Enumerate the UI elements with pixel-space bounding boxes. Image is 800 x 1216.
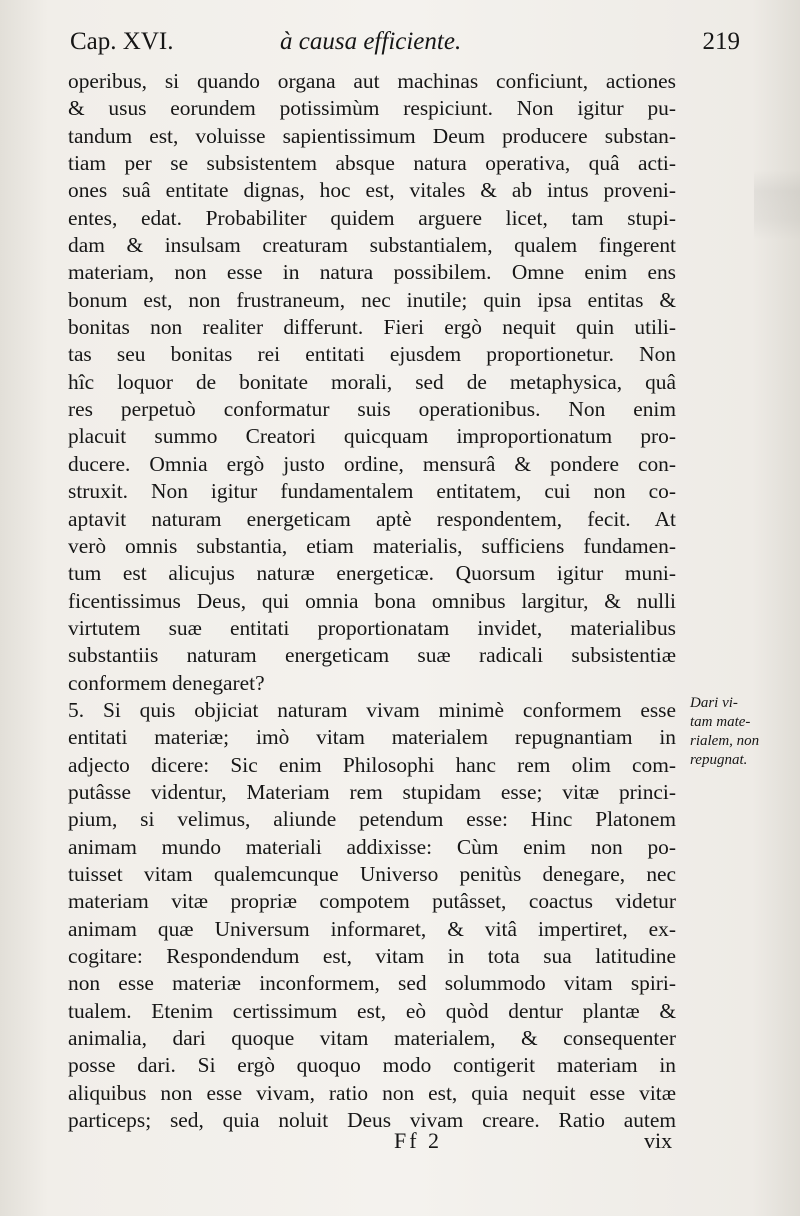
text-line: tiam per se subsistentem absque natura operativa, quâ acti-: [68, 151, 676, 176]
catchword: vix: [644, 1128, 673, 1153]
text-line: placuit summo Creatori quicquam improportionatum pro-: [68, 424, 676, 449]
text-line: materiam vitæ propriæ compotem putâsset, coactus videtur: [68, 889, 676, 914]
text-line: cogitare: Respondendum est, vitam in tota sua latitudine: [68, 944, 676, 968]
text-line: putâsse videntur, Materiam rem stupidam esse; vitæ princi-: [68, 779, 676, 804]
text-line: tuisset vitam qualemcunque Universo penitùs denegare, nec: [68, 861, 676, 886]
text-line: & usus eorundem potissimùm respiciunt. Non igitur pu-: [68, 96, 676, 121]
text-line: virtutem suæ entitati proportionatam invidet, materialibus: [68, 615, 676, 640]
chapter-heading: Cap. XVI.: [70, 28, 174, 55]
text-line: pium, si velimus, aliunde petendum esse: Hinc Platonem: [68, 807, 676, 832]
text-line: aliquibus non esse vivam, ratio non est, quia nequit esse vitæ: [68, 1080, 676, 1105]
text-line: animam mundo materiali addixisse: Cùm enim non po-: [68, 834, 676, 859]
text-line: substantiis naturam energeticam suæ radicali subsistentiæ: [68, 643, 676, 668]
text-line: entes, edat. Probabiliter quidem arguere licet, tam stupi-: [68, 205, 676, 230]
text-line: tandum est, voluisse sapientissimum Deum producere substan-: [68, 123, 676, 148]
text-line: bonum est, non frustraneum, nec inutile; quin ipsa entitas &: [68, 287, 676, 312]
text-line: tas seu bonitas rei entitati ejusdem proportionetur. Non: [68, 342, 676, 367]
marginal-note-line: tam mate-: [690, 714, 751, 730]
paragraph-end-line: conformem denegaret?: [68, 670, 265, 695]
text-line: adjecto dicere: Sic enim Philosophi hanc rem olim com-: [68, 752, 676, 777]
text-line: posse dari. Si ergò quoquo modo contigerit materiam in: [68, 1053, 676, 1078]
text-line: operibus, si quando organa aut machinas conficiunt, actiones: [68, 69, 676, 93]
text-line: entitati materiæ; imò vitam materialem repugnantiam in: [68, 725, 676, 750]
text-line: particeps; sed, quia noluit Deus vivam creare. Ratio autem: [68, 1108, 676, 1133]
text-line: non esse materiæ inconformem, sed solummodo vitam spiri-: [68, 971, 676, 996]
marginal-note-line: Dari vi-: [690, 695, 738, 711]
bleed-through-shadow: [754, 170, 800, 240]
text-line: bonitas non realiter differunt. Fieri ergò nequit quin utili-: [68, 315, 676, 340]
body-text: [68, 68, 676, 1134]
text-line: ducere. Omnia ergò justo ordine, mensurâ & pondere con-: [68, 451, 676, 476]
text-line: tum est alicujus naturæ energeticæ. Quorsum igitur muni-: [68, 561, 676, 586]
marginal-note-line: repugnat.: [690, 752, 748, 768]
text-line: animalia, dari quoque vitam materialem, & consequenter: [68, 1026, 676, 1051]
text-line: aptavit naturam energeticam aptè respondentem, fecit. At: [68, 506, 676, 531]
signature-mark: Ff 2: [394, 1128, 443, 1153]
marginal-note-line: rialem, non: [690, 733, 760, 749]
text-line: ones suâ entitate dignas, hoc est, vitales & ab intus proveni-: [68, 178, 676, 203]
text-line: tualem. Etenim certissimum est, eò quòd dentur plantæ &: [68, 998, 676, 1023]
text-line: hîc loquor de bonitate morali, sed de metaphysica, quâ: [68, 369, 676, 394]
marginal-note: [690, 694, 790, 770]
running-title: à causa efficiente.: [280, 28, 462, 55]
text-line: verò omnis substantia, etiam materialis, sufficiens fundamen-: [68, 533, 676, 558]
running-head: [70, 28, 740, 64]
text-line: materiam, non esse in natura possibilem. Omne enim ens: [68, 260, 676, 285]
text-line: ficentissimus Deus, qui omnia bona omnibus largitur, & nulli: [68, 588, 676, 613]
text-line: res perpetuò conformatur suis operationibus. Non enim: [68, 397, 676, 422]
section-5-first-line: 5. Si quis objiciat naturam vivam minimè conformem esse: [68, 697, 676, 722]
text-line: animam quæ Universum informaret, & vitâ impertiret, ex-: [68, 916, 676, 941]
text-line: struxit. Non igitur fundamentalem entitatem, cui non co-: [68, 479, 676, 504]
page-number: 219: [702, 28, 740, 55]
text-line: dam & insulsam creaturam substantialem, qualem fingerent: [68, 233, 676, 258]
